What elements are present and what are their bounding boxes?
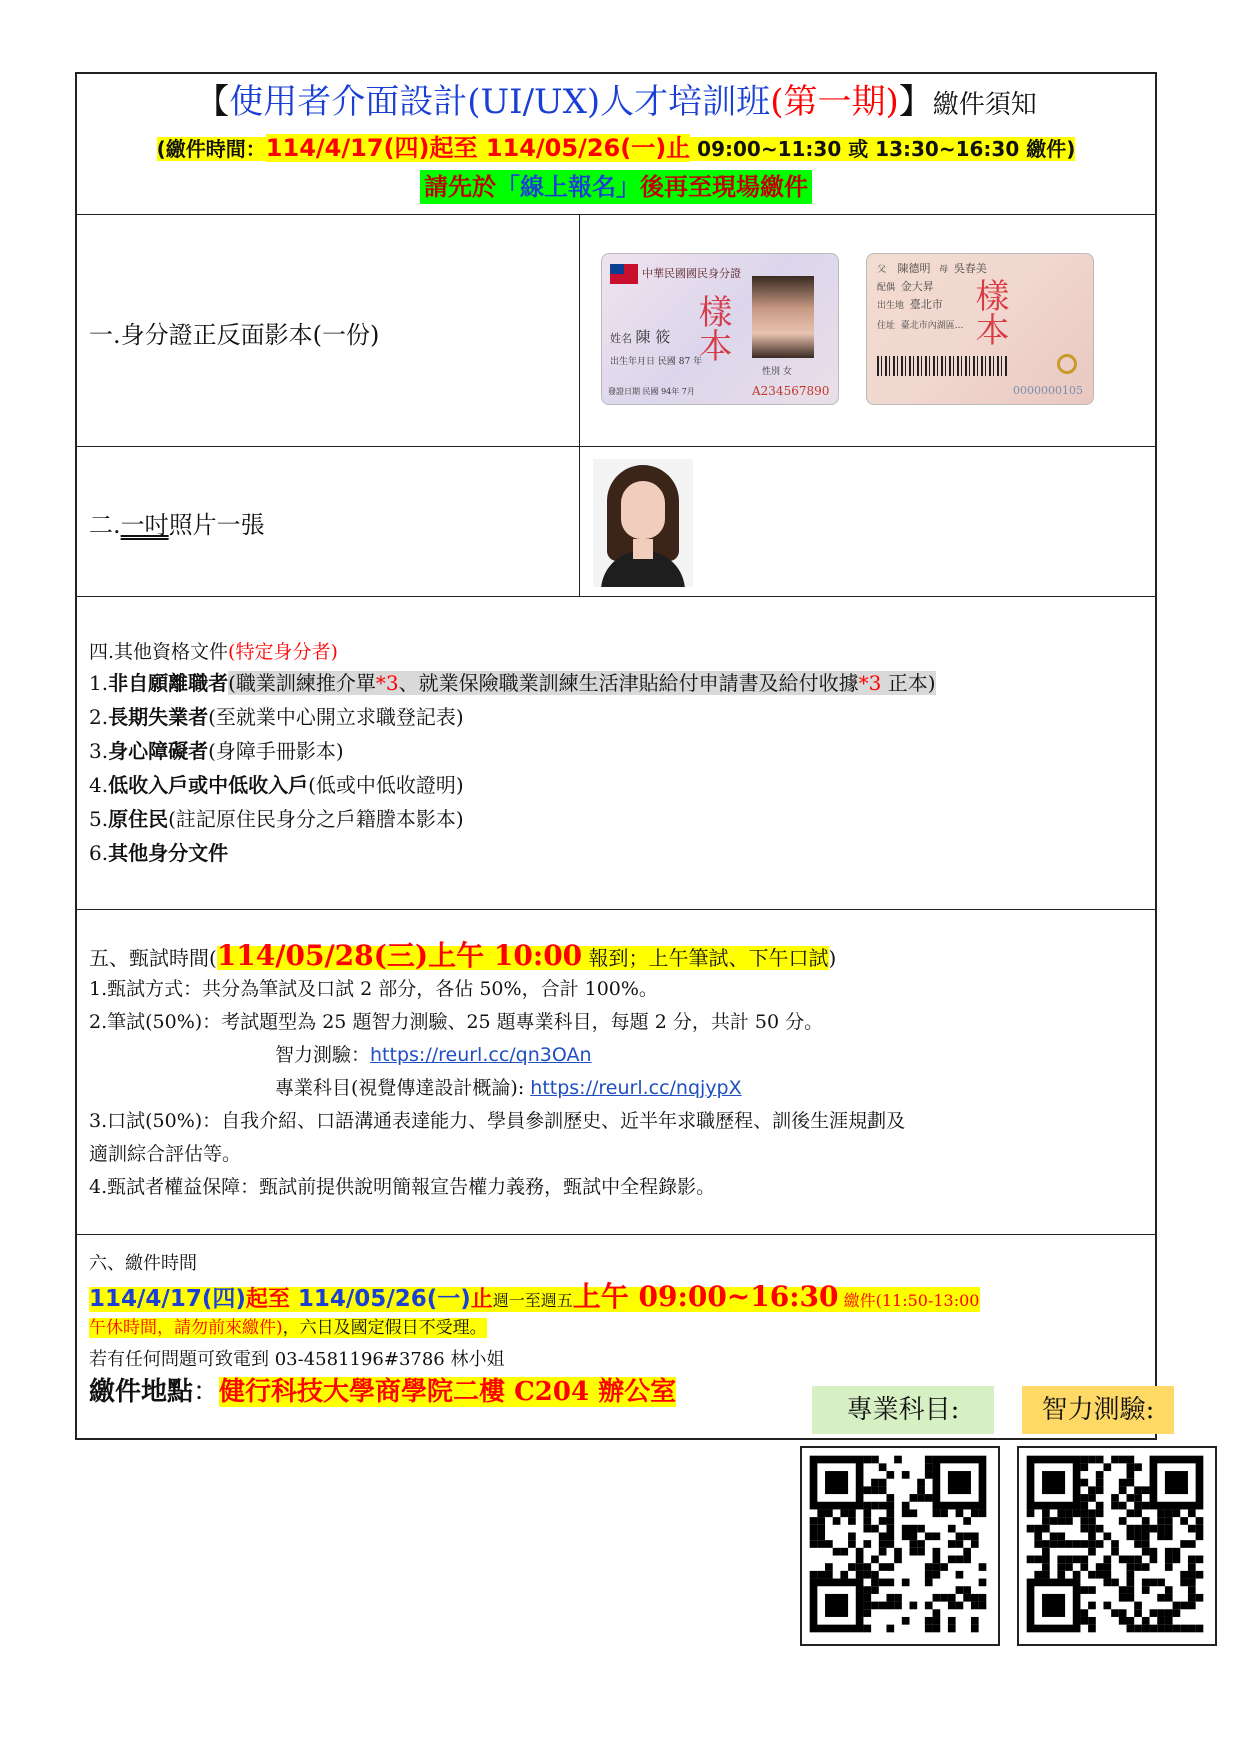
id-card-label: 一.身分證正反面影本(一份) bbox=[89, 321, 380, 349]
submission-place: 繳件地點：健行科技大學商學院二樓 C204 辦公室 bbox=[89, 1377, 677, 1407]
qr-code-icon bbox=[802, 1448, 994, 1640]
id-card-back-image: 父 陳德明 母 吳春美 配偶 金大昇 出生地 臺北市 住址 臺北市內湖區... 樣本 0000000105 bbox=[866, 253, 1094, 405]
iq-test-qr-label: 智力測驗: bbox=[1022, 1386, 1174, 1434]
doc-item-4: 4.低收入戶或中低收入戶(低或中低收證明) bbox=[89, 773, 464, 797]
iq-test-qr-code[interactable] bbox=[1017, 1446, 1217, 1646]
photo-row bbox=[77, 447, 1155, 597]
flag-icon bbox=[610, 264, 638, 284]
doc-item-1: 1.非自願離職者(職業訓練推介單*3、就業保險職業訓練生活津貼給付申請書及給付收據*3 正本) bbox=[89, 671, 936, 695]
submission-title: 六、繳件時間 bbox=[89, 1253, 197, 1274]
doc-item-3: 3.身心障礙者(身障手冊影本) bbox=[89, 739, 344, 763]
exam-line-4: 4.甄試者權益保障：甄試前提供說明簡報宣告權力義務，甄試中全程錄影。 bbox=[89, 1176, 716, 1198]
exam-line-2: 2.筆試(50%)：考試題型為 25 題智力測驗、25 題專業科目，每題 2 分，共計 50 分。 bbox=[89, 1011, 824, 1033]
qr-code-icon bbox=[1019, 1448, 1211, 1640]
exam-line-3: 3.口試(50%)：自我介紹、口語溝通表達能力、學員參訓歷史、近半年求職歷程、訓後生涯規劃及 bbox=[89, 1110, 906, 1132]
pro-subject-link[interactable]: https://reurl.cc/nqjypX bbox=[530, 1077, 742, 1099]
pro-subject-line: 專業科目(視覺傳達設計概論): https://reurl.cc/nqjypX bbox=[275, 1077, 742, 1099]
id-portrait bbox=[752, 276, 814, 358]
doc-item-6: 6.其他身分文件 bbox=[89, 841, 229, 865]
contact-info: 若有任何問題可致電到 03-4581196#3786 林小姐 bbox=[89, 1349, 505, 1370]
submission-note: 午休時間，請勿前來繳件)，六日及國定假日不受理。 bbox=[89, 1318, 487, 1338]
pro-subject-qr-label: 專業科目: bbox=[812, 1386, 994, 1434]
other-documents-row bbox=[77, 597, 1155, 910]
doc-item-2: 2.長期失業者(至就業中心開立求職登記表) bbox=[89, 705, 464, 729]
section4-title: 四.其他資格文件(特定身分者) bbox=[89, 641, 338, 663]
submission-time-line: (繳件時間：114/4/17(四)起至 114/05/26(一)止 09:00~11:30 或 13:30~16:30 繳件) bbox=[156, 134, 1076, 162]
exam-line-3b: 適訓綜合評估等。 bbox=[89, 1143, 242, 1165]
barcode-icon bbox=[877, 356, 1007, 376]
iq-test-link[interactable]: https://reurl.cc/qn3OAn bbox=[370, 1044, 592, 1066]
header-row bbox=[77, 74, 1155, 215]
exam-title: 五、甄試時間(114/05/28(三)上午 10:00 報到；上午筆試、下午口試) bbox=[89, 939, 837, 972]
doc-item-5: 5.原住民(註記原住民身分之戶籍謄本影本) bbox=[89, 807, 464, 831]
sample-stamp: 樣本 bbox=[692, 294, 732, 362]
submission-dates: 114/4/17(四)起至 114/05/26(一)止週一至週五上午 09:00~16:30 繳件(11:50-13:00 bbox=[89, 1280, 980, 1313]
emblem-icon bbox=[1057, 354, 1077, 374]
notice-table bbox=[75, 72, 1157, 1440]
sample-stamp-back: 樣本 bbox=[969, 278, 1009, 346]
pro-subject-qr-code[interactable] bbox=[800, 1446, 1000, 1646]
exam-line-1: 1.甄試方式：共分為筆試及口試 2 部分，各佔 50%，合計 100%。 bbox=[89, 978, 658, 1000]
id-card-row bbox=[77, 215, 1155, 447]
id-card-front-image: 中華民國國民身分證 樣本 姓名 陳 筱 出生年月日 民國 87 年 性別 女 發證日期 民國 94年 7月 A234567890 bbox=[601, 253, 839, 405]
iq-test-line: 智力測驗：https://reurl.cc/qn3OAn bbox=[275, 1044, 592, 1066]
passport-photo-image bbox=[593, 459, 693, 587]
photo-label: 二.一吋照片一張 bbox=[89, 511, 265, 539]
register-notice: 請先於「線上報名」後再至現場繳件 bbox=[420, 170, 812, 204]
page-title: 【使用者介面設計(UI/UX)人才培訓班(第一期)】繳件須知 bbox=[195, 82, 1037, 122]
exam-row bbox=[77, 910, 1155, 1235]
